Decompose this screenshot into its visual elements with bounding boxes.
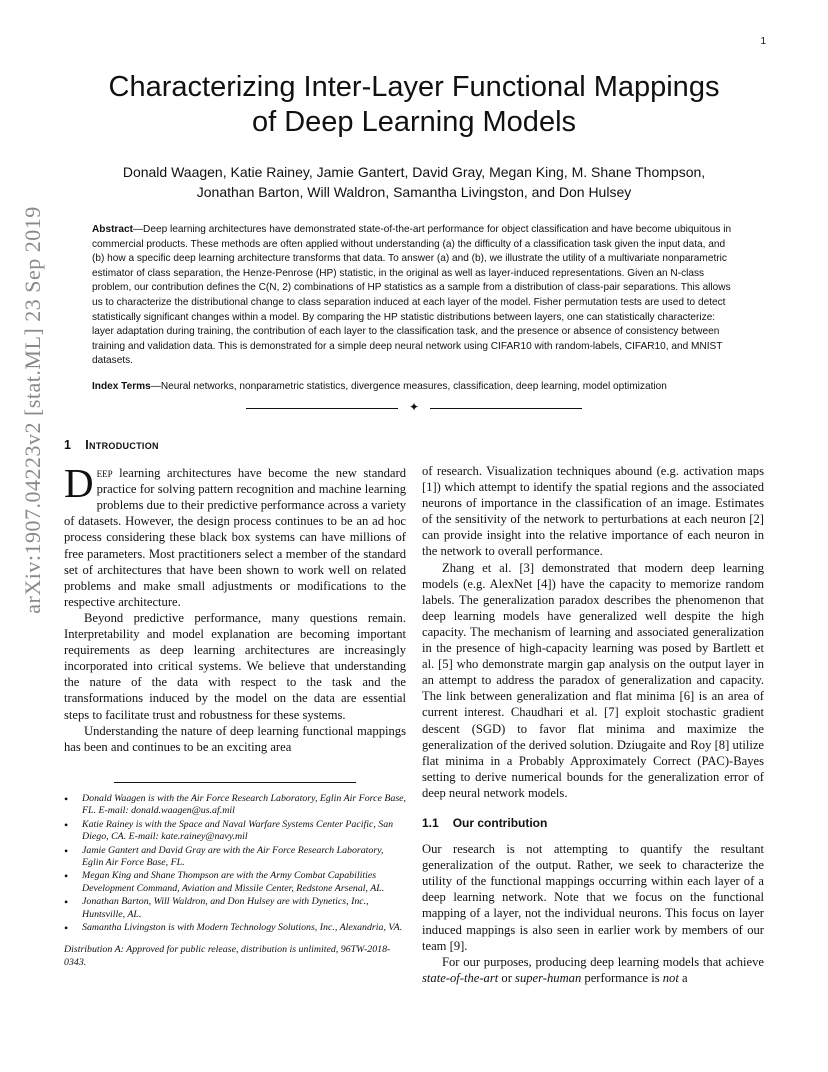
right-paragraph-1: of research. Visualization techniques abound (e.g. activation maps [1]) which attempt to identify the spatial regions and the associated neurons of importance in the classification of an image. Estimates of the sensitivity of the network to perturbations at each neuron [2] can provide insight into the relative importance of each neuron in the network to overall performance. xyxy=(422,464,764,559)
arxiv-identifier: arXiv:1907.04223v2 [stat.ML] 23 Sep 2019 xyxy=(20,206,45,614)
subsection-number: 1.1 xyxy=(422,815,439,830)
right-column xyxy=(422,463,764,986)
affiliation-list xyxy=(64,793,406,934)
right-paragraph-3: Our research is not attempting to quantify the resultant generalization of the output. Rather, we seek to characterize the utility of the functional mappings occurring within each layer of a deep learning network. Note that we focus on the functional mapping of a layer, not the individual neurons. This focus on layer induced mappings is also seen in earlier work by members of our team [9]. xyxy=(422,842,764,953)
intro-paragraph-1-text: learning architectures have become the new standard practice for solving pattern recognition and machine learning problems due to their predictive performance across a variety of datasets. However, the design process continues to be an ad hoc process considering these black box systems can have millions of free parameters. Most practitioners select a member of the standard set of architectures that have been shown to work well on related problems and make small adjustments or modifications to the respective architecture. xyxy=(64,466,406,609)
index-terms xyxy=(92,380,732,394)
p4-text-a: For our purposes, producing deep learning models that achieve xyxy=(442,954,764,969)
index-terms-label: Index Terms xyxy=(92,381,151,392)
abstract-label: Abstract xyxy=(92,224,133,235)
p4-emphasis-2: super-human xyxy=(515,970,582,985)
section-heading xyxy=(64,437,406,453)
author-list xyxy=(60,162,768,202)
paper-title xyxy=(60,70,768,140)
footnote-rule xyxy=(114,782,356,783)
intro-paragraph-1 xyxy=(64,460,406,610)
affiliation-item: • Jamie Gantert and David Gray are with the Air Force Research Laboratory, Eglin Air Force Base, FL. xyxy=(82,845,406,870)
divider-line-right xyxy=(430,408,582,409)
lead-word: eep xyxy=(96,466,113,481)
authors-line-2: Jonathan Barton, Will Waldron, Samantha Livingston, and Don Hulsey xyxy=(196,184,632,200)
p4-emphasis-3: not xyxy=(662,970,679,985)
authors-line-1: Donald Waagen, Katie Rainey, Jamie Gantert, David Gray, Megan King, M. Shane Thompson, xyxy=(122,164,706,180)
title-line-1: Characterizing Inter-Layer Functional Mappings xyxy=(108,71,720,103)
intro-paragraph-2: Beyond predictive performance, many questions remain. Interpretability and model explanation are becoming important requirements as deep learning architectures are increasingly incorporated into critical systems. We believe that understanding the nature of the data with respect to the task and the transformations induced by the model on the data are essential steps to facilitate trust and robustness for these systems. xyxy=(64,610,406,722)
subsection-title: Our contribution xyxy=(452,815,548,830)
abstract xyxy=(92,223,732,369)
affiliation-item: • Donald Waagen is with the Air Force Research Laboratory, Eglin Air Force Base, FL. E-mail: donald.waagen@us.af.mil xyxy=(82,793,406,818)
left-column xyxy=(64,437,406,755)
affiliation-item: • Katie Rainey is with the Space and Naval Warfare Systems Center Pacific, San Diego, CA. E-mail: kate.rainey@navy.mil xyxy=(82,819,406,844)
subsection-heading xyxy=(422,815,764,831)
arxiv-sidebar xyxy=(8,30,58,790)
section-number: 1 xyxy=(64,438,72,452)
affiliation-item: • Samantha Livingston is with Modern Technology Solutions, Inc., Alexandria, VA. xyxy=(82,922,406,934)
right-paragraph-4 xyxy=(422,954,764,986)
footnotes xyxy=(64,782,406,969)
intro-paragraph-3: Understanding the nature of deep learning functional mappings has been and continues to be an exciting area xyxy=(64,723,406,754)
p4-emphasis-1: state-of-the-art xyxy=(422,970,499,985)
p4-text-d: a xyxy=(678,970,688,985)
page-number: 1 xyxy=(760,36,766,47)
index-terms-text: —Neural networks, nonparametric statistics, divergence measures, classification, deep learning, model optimization xyxy=(150,381,667,392)
divider-star-icon: ✦ xyxy=(408,400,420,414)
distribution-statement: Distribution A: Approved for public release, distribution is unlimited, 96TW-2018-0343. xyxy=(64,944,391,968)
title-line-2: of Deep Learning Models xyxy=(251,106,577,138)
p4-text-c: performance is xyxy=(581,970,663,985)
divider-line-left xyxy=(246,408,398,409)
section-divider xyxy=(246,401,582,415)
drop-cap: D xyxy=(64,460,94,507)
p4-text-b: or xyxy=(498,970,516,985)
affiliation-item: • Jonathan Barton, Will Waldron, and Don Hulsey are with Dynetics, Inc., Huntsville, AL. xyxy=(82,896,406,921)
abstract-text: —Deep learning architectures have demonstrated state-of-the-art performance for object classification and have become ubiquitous in commercial products. These methods are often applied without understanding (a) the difficulty of a classification task given the input data, and (b) how a specific deep learning architecture transforms that data. To answer (a) and (b), we illustrate the utility of a multivariate nonparametric estimator of class separation, the Henze-Penrose (HP) statistic, in the original as well as layer-induced representations. Given an N-class problem, our contribution defines the C(N, 2) combinations of HP statistics as a sample from a distribution of class-pair separations. This allows us to characterize the distributional change to class separation induced at each layer of the model. Fisher permutation tests are used to detect statistically significant changes within a model. By comparing the HP statistic distributions between layers, one can statistically characterize: layer adaptation during training, the contribution of each layer to the classification task, and the presence or absence of consistency between training and validation data. This is demonstrated for a simple deep neural network using CIFAR10 with random-labels, CIFAR10, and MNIST datasets. xyxy=(92,224,732,367)
right-paragraph-2: Zhang et al. [3] demonstrated that modern deep learning models (e.g. AlexNet [4]) have the capacity to memorize random labels. The generalization paradox describes the phenomenon that deep learning models have generalized well despite the high capacity. The mechanism of learning and associated generalization in the presence of high-capacity learning was posed by Bartlett et al. [5] who demonstrate margin gap analysis on the output layer in an attempt to address the paradox of generalization and capacity. The link between generalization and flat minima [6] is an area of current interest. Chaudhari et al. [7] exploit stochastic gradient descent (SGD) to favor flat minima and maximize the generalization of the derived solution. Dziugaite and Roy [8] utilize flat minima in a Probably Approximately Correct (PAC)-Bayes setting to derive numerical bounds for the generalization error of deep neural network models. xyxy=(422,560,764,800)
affiliation-item: • Megan King and Shane Thompson are with the Army Combat Capabilities Development Command, Aviation and Missile Center, Redstone Arsenal, AL. xyxy=(82,870,406,895)
section-title: Introduction xyxy=(85,438,159,452)
